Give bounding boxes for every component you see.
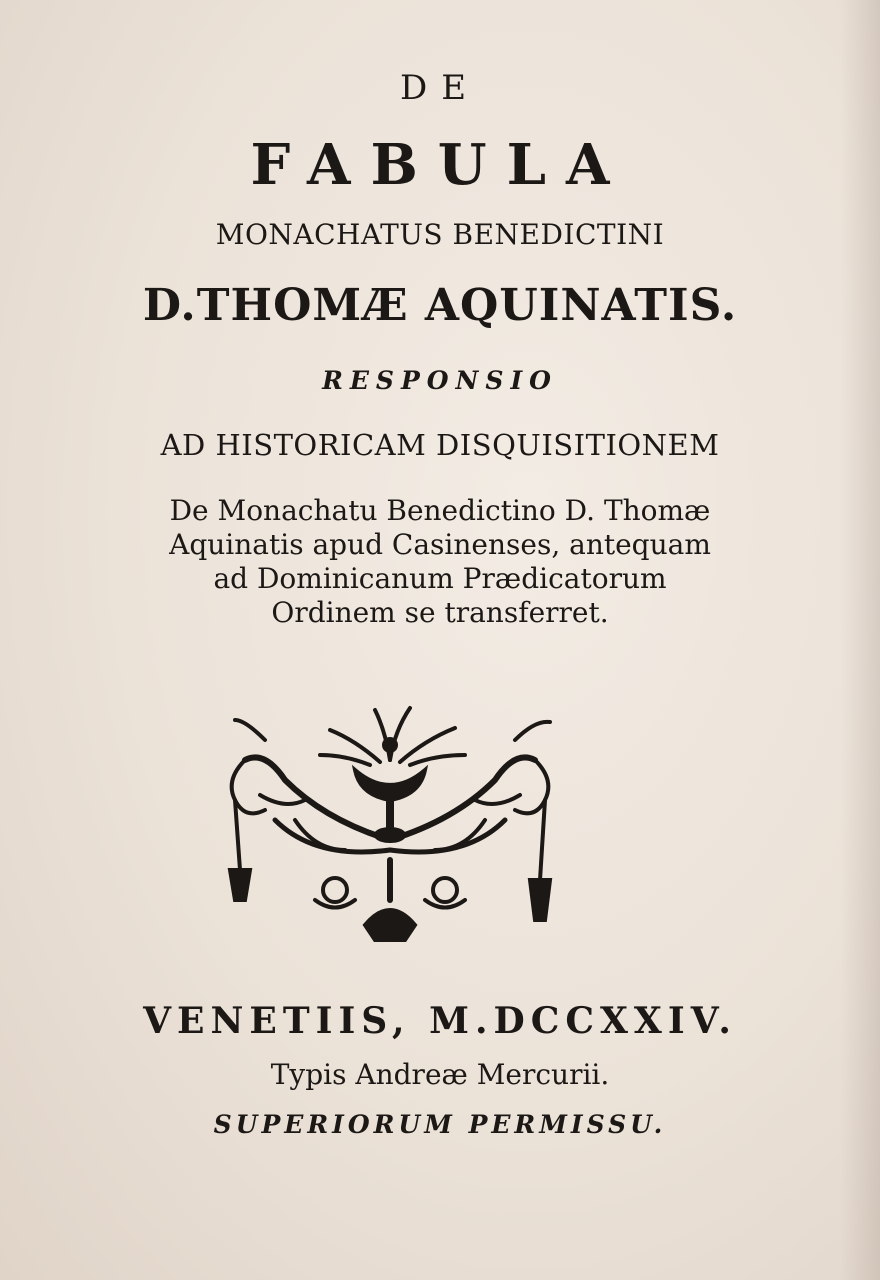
- description-line: De Monachatu Benedictino D. Thomæ: [169, 494, 711, 527]
- woodcut-ornament-icon: [205, 700, 575, 960]
- subtitle-monachatus: MONACHATUS BENEDICTINI: [215, 218, 665, 251]
- ad-historicam-line: AD HISTORICAM DISQUISITIONEM: [160, 428, 720, 462]
- title-de: DE: [399, 68, 481, 108]
- description-paragraph: [0, 494, 880, 630]
- subtitle-thomae-aquinatis: D.THOMÆ AQUINATIS.: [142, 280, 738, 331]
- responsio-heading: RESPONSIO: [322, 366, 558, 395]
- imprint-place-date: VENETIIS, M.DCCXXIV.: [143, 1000, 737, 1042]
- imprint-permission: SUPERIORUM PERMISSU.: [213, 1110, 667, 1139]
- title-fabula: FABULA: [250, 132, 630, 198]
- description-line: Ordinem se transferret.: [271, 596, 609, 629]
- imprint-printer: Typis Andreæ Mercurii.: [270, 1058, 610, 1091]
- description-line: ad Dominicanum Prædicatorum: [213, 562, 667, 595]
- description-line: Aquinatis apud Casinenses, antequam: [169, 528, 711, 561]
